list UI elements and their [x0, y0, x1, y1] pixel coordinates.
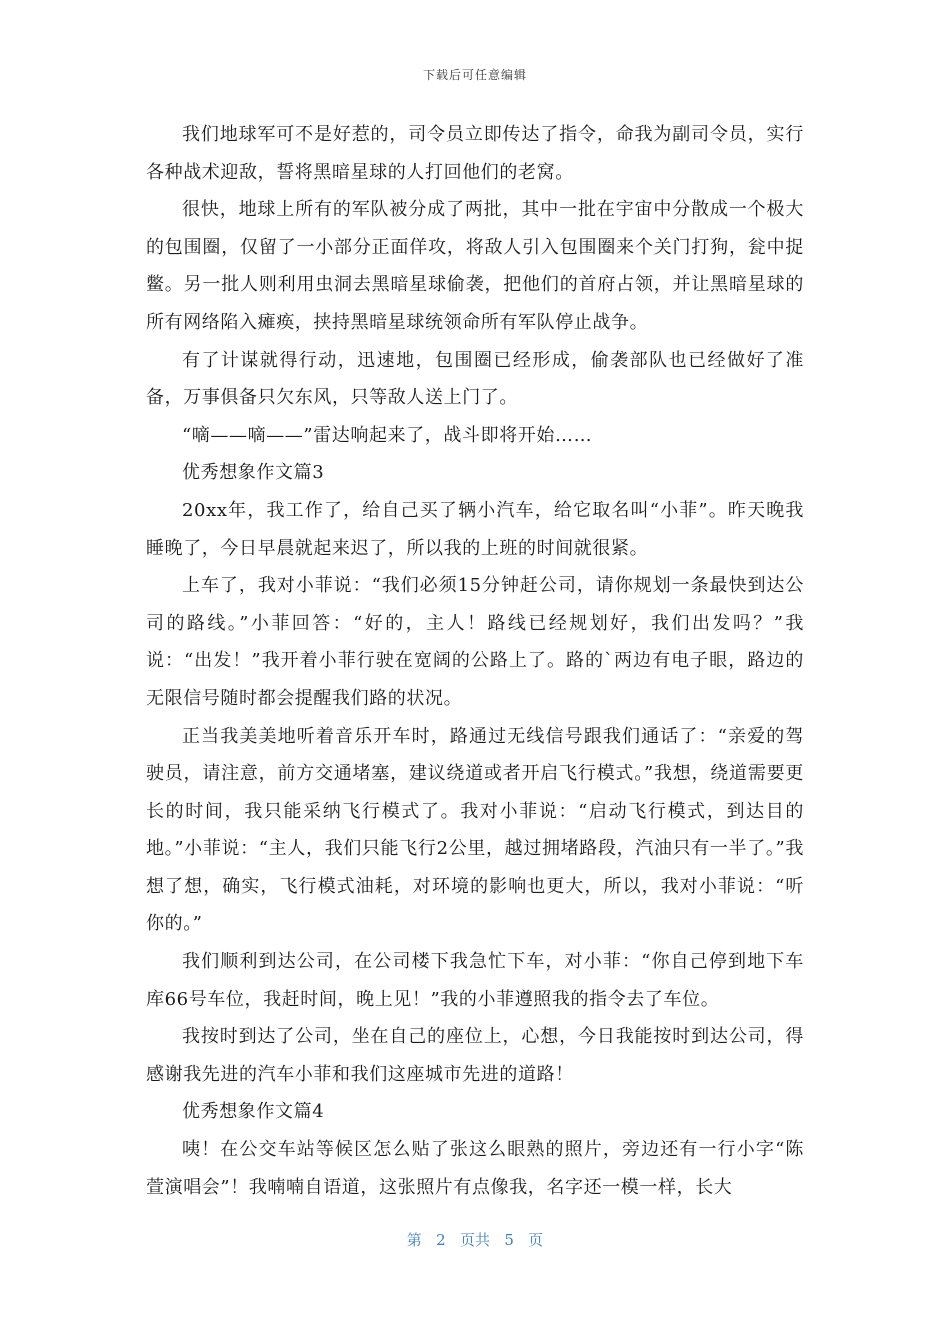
footer-suffix: 页 — [528, 1231, 544, 1249]
section-heading: 优秀想象作文篇3 — [182, 462, 325, 484]
footer-total-pages: 5 — [504, 1231, 514, 1249]
page-header-note: 下载后可任意编辑 — [422, 68, 527, 82]
footer-middle: 页共 — [459, 1231, 490, 1249]
document-body — [146, 116, 804, 1206]
paragraph: 20xx年，我工作了，给自己买了辆小汽车，给它取名叫“小菲”。昨天晚我睡晚了，今日早晨就起来迟了，所以我的上班的时间就很紧。 — [146, 499, 804, 559]
paragraph: 正当我美美地听着音乐开车时，路通过无线信号跟我们通话了：“亲爱的驾驶员，请注意，前方交通堵塞，建议绕道或者开启飞行模式。”我想，绕道需要更长的时间，我只能采纳飞行模式了。我对小菲说：“启动飞行模式，到达目的地。”小菲说：“主人，我们只能飞行2公里，越过拥堵路段，汽油只有一半了。”我想了想，确实，飞行模式油耗，对环境的影响也更大，所以，我对小菲说：“听你的。” — [146, 725, 804, 935]
footer-prefix: 第 — [406, 1231, 422, 1249]
paragraph: 咦！在公交车站等候区怎么贴了张这么眼熟的照片，旁边还有一行小字“陈萱演唱会”！我喃喃自语道，这张照片有点像我，名字还一模一样，长大 — [146, 1139, 804, 1198]
paragraph: 上车了，我对小菲说：“我们必须15分钟赶公司，请你规划一条最快到达公司的路线。”小菲回答：“好的，主人！路线已经规划好，我们出发吗？”我说：“出发！”我开着小菲行驶在宽阔的公路上了。路的`两边有电子眼，路边的无限信号随时都会提醒我们路的状况。 — [146, 575, 804, 709]
paragraph: 很快，地球上所有的军队被分成了两批，其中一批在宇宙中分散成一个极大的包围圈，仅留了一小部分正面佯攻，将敌人引入包围圈来个关门打狗，瓮中捉鳖。另一批人则利用虫洞去黑暗星球偷袭，把他们的首府占领，并让黑暗星球的所有网络陷入瘫痪，挟持黑暗星球统领命所有军队停止战争。 — [146, 199, 804, 333]
paragraph: 我按时到达了公司，坐在自己的座位上，心想，今日我能按时到达公司，得感谢我先进的汽车小菲和我们这座城市先进的道路！ — [146, 1026, 804, 1085]
section-heading: 优秀想象作文篇4 — [182, 1101, 325, 1123]
paragraph: 有了计谋就得行动，迅速地，包围圈已经形成，偷袭部队也已经做好了准备，万事俱备只欠东风，只等敌人送上门了。 — [146, 349, 804, 409]
page-footer — [0, 1229, 950, 1250]
paragraph: 我们地球军可不是好惹的，司令员立即传达了指令，命我为副司令员，实行各种战术迎敌，誓将黑暗星球的人打回他们的老窝。 — [146, 124, 804, 183]
footer-current-page: 2 — [436, 1231, 446, 1249]
paragraph: 我们顺利到达公司，在公司楼下我急忙下车，对小菲：“你自己停到地下车库66号车位，我赶时间，晚上见！”我的小菲遵照我的指令去了车位。 — [146, 951, 804, 1010]
paragraph: “嘀——嘀——”雷达响起来了，战斗即将开始…… — [182, 424, 593, 446]
